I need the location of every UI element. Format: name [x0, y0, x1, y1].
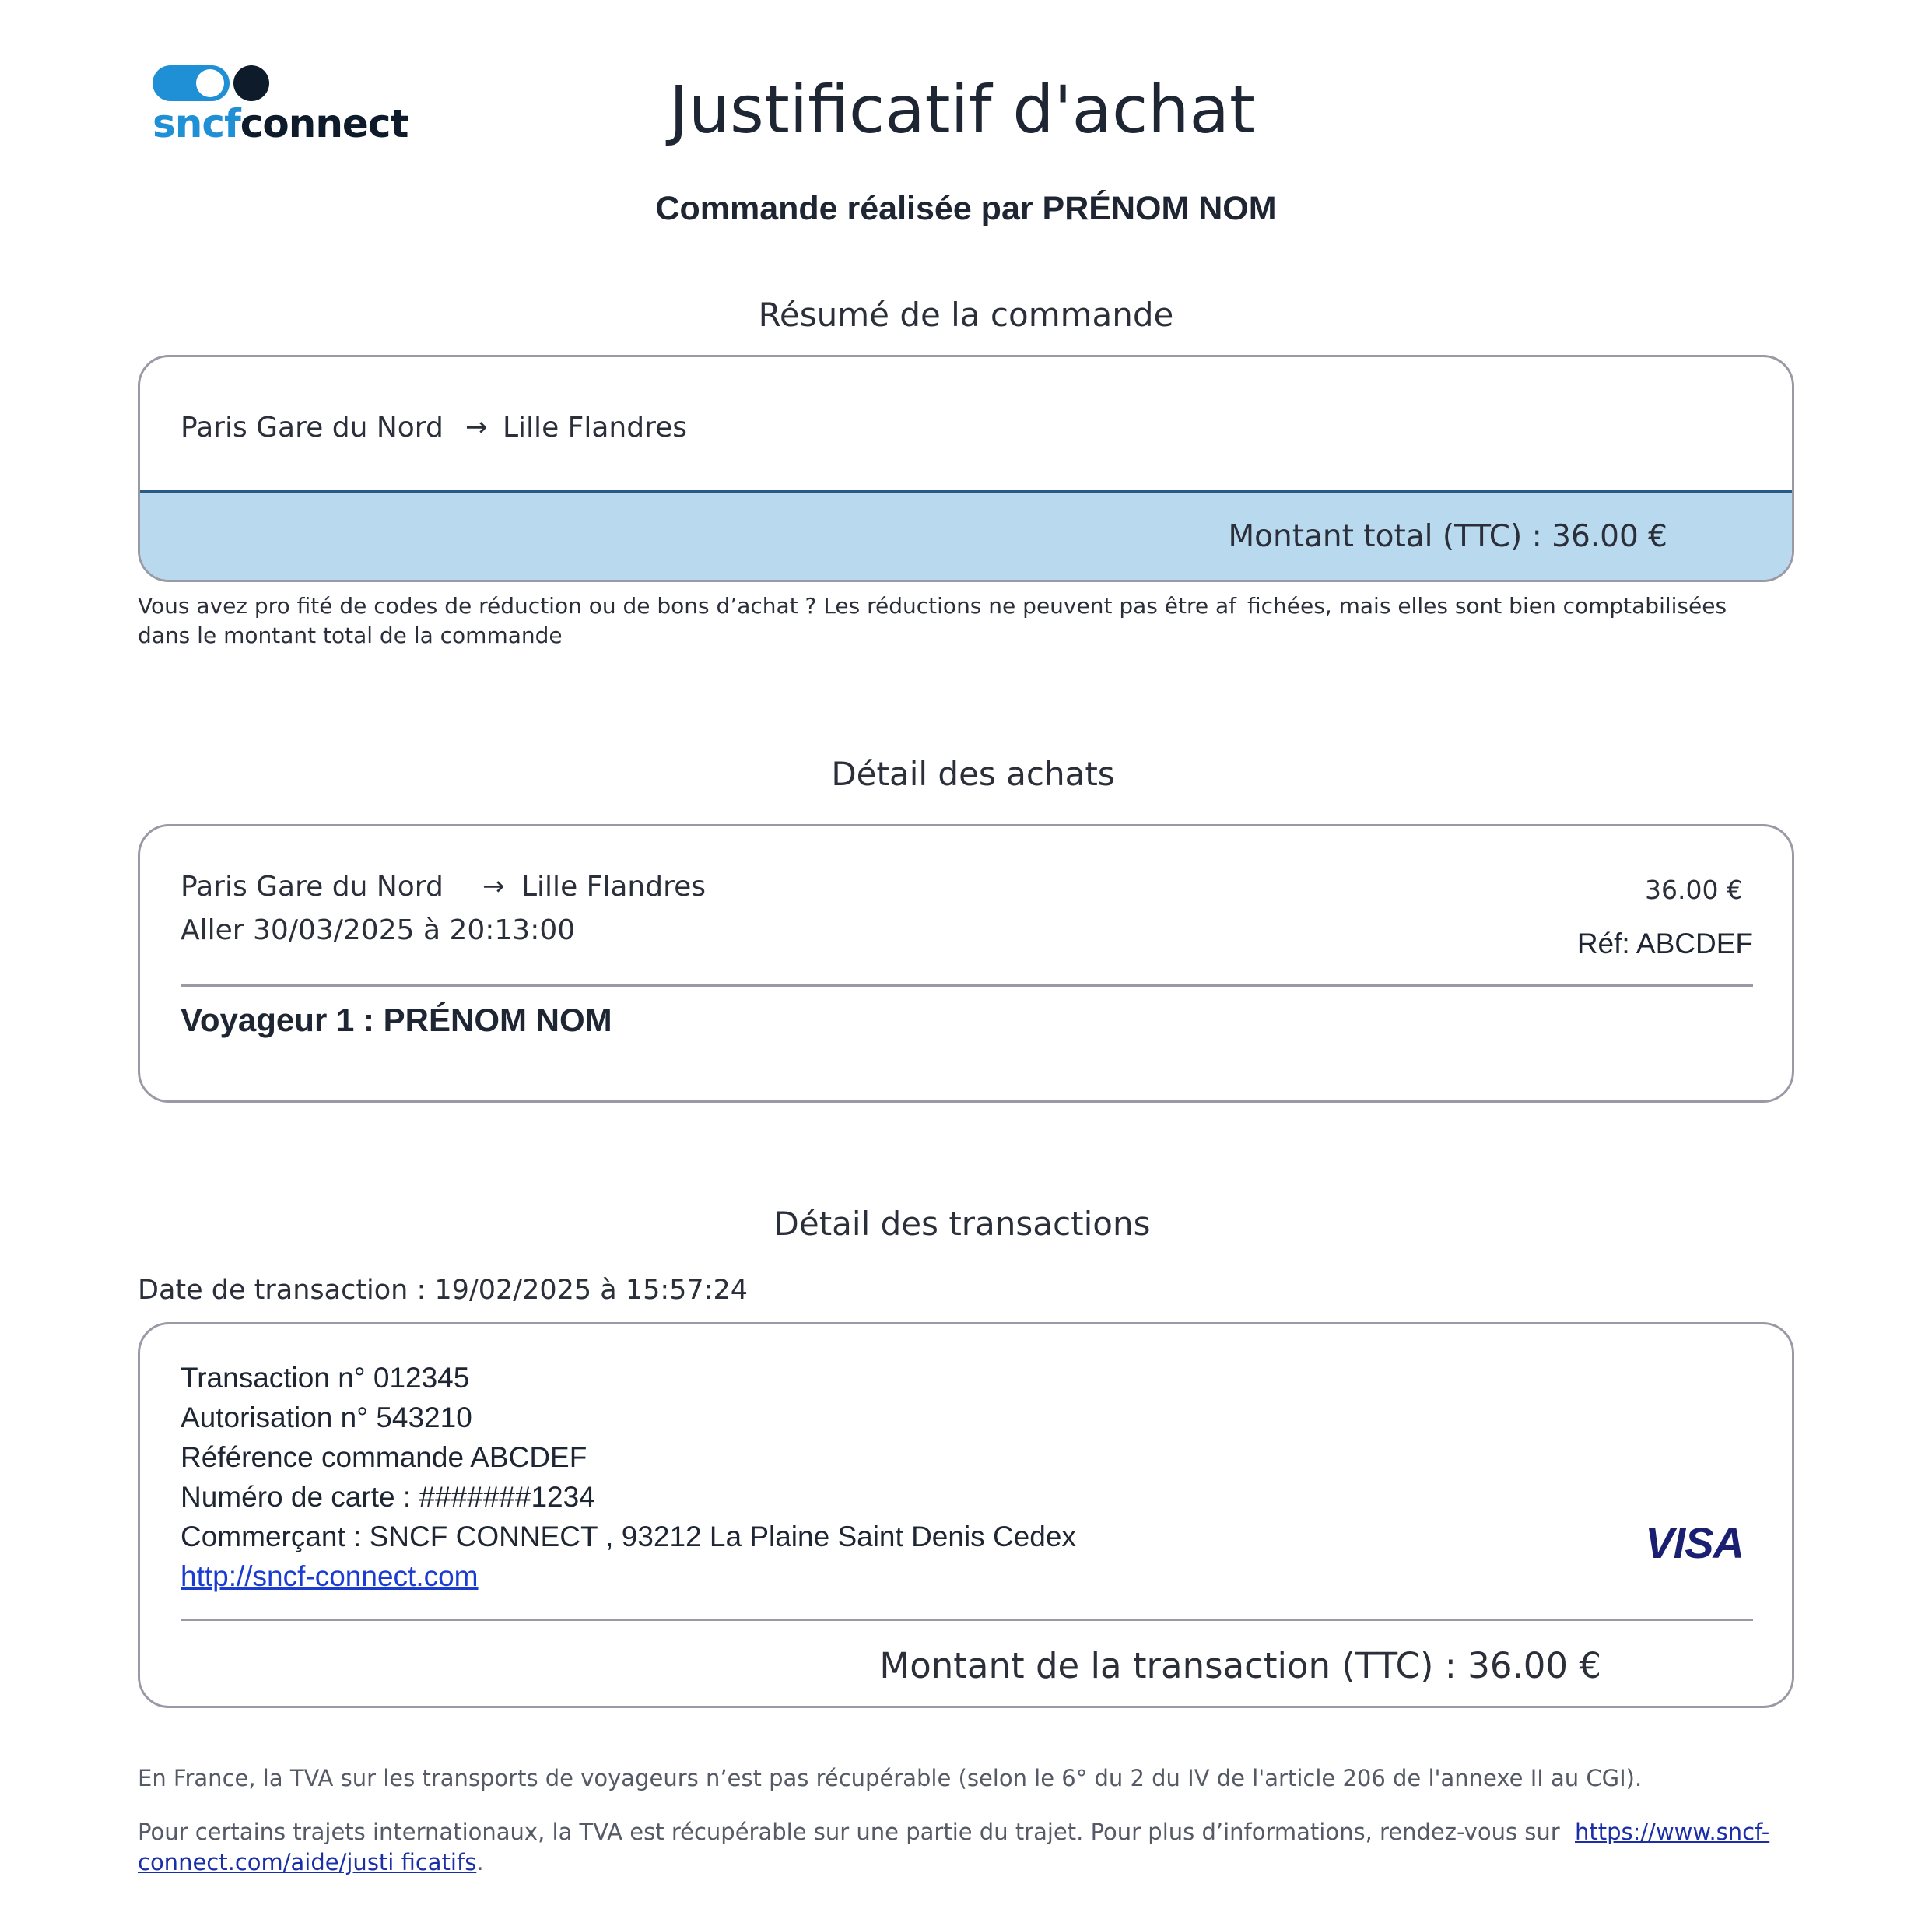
summary-total: Montant total (TTC) : 36.00 € — [1228, 519, 1667, 554]
card-number: Numéro de carte : #######1234 — [181, 1481, 595, 1513]
logo-wordmark: sncfconnect — [153, 101, 408, 146]
traveler-name: Voyageur 1 : PRÉNOM NOM — [181, 1002, 612, 1038]
order-reference: Référence commande ABCDEF — [181, 1441, 587, 1473]
divider — [181, 984, 1753, 987]
summary-origin: Paris Gare du Nord — [181, 412, 444, 444]
order-owner-subtitle: Commande réalisée par PRÉNOM NOM — [655, 190, 1277, 227]
summary-card — [138, 355, 1794, 582]
footer-period: . — [476, 1849, 484, 1875]
total-band — [140, 490, 1792, 580]
purchase-reference: Réf: ABCDEF — [1576, 928, 1753, 959]
transaction-amount: Montant de la transaction (TTC) : 36.00 € — [879, 1645, 1601, 1686]
transactions-heading: Détail des transactions — [773, 1205, 1151, 1243]
merchant-link[interactable]: http://sncf-connect.com — [181, 1560, 479, 1592]
arrow-right-icon: → — [465, 412, 488, 443]
transaction-number: Transaction n° 012345 — [181, 1362, 470, 1394]
merchant-info: Commerçant : SNCF CONNECT , 93212 La Plaine Saint Denis Cedex — [181, 1521, 1076, 1552]
visa-logo-icon: VISA — [1645, 1518, 1744, 1567]
vat-note: En France, la TVA sur les transports de voyageurs n’est pas récupérable (selon le 6° du 2 du IV de l'article 206 de l'annexe II au CGI). — [138, 1765, 1643, 1791]
international-vat-note: Pour certains trajets internationaux, la TVA est récupérable sur une partie du trajet. Pour plus d’informations, rendez-vous sur — [138, 1819, 1560, 1845]
purchase-origin: Paris Gare du Nord — [181, 871, 444, 903]
discount-note-line1b: fichées, mais elles sont bien comptabilisées — [1247, 593, 1727, 619]
purchases-heading: Détail des achats — [831, 755, 1115, 793]
summary-destination: Lille Flandres — [503, 412, 688, 444]
divider — [181, 1619, 1753, 1621]
justificatifs-link-part2[interactable]: connect.com/aide/justi ficatifs — [138, 1849, 477, 1875]
page-title: Justificatif d'achat — [669, 72, 1255, 148]
discount-note — [138, 591, 1795, 651]
summary-heading: Résumé de la commande — [758, 296, 1174, 334]
discount-note-line2: dans le montant total de la commande — [138, 623, 563, 648]
authorization-number: Autorisation n° 543210 — [181, 1402, 472, 1433]
transaction-card — [138, 1322, 1794, 1708]
transaction-date: Date de transaction : 19/02/2025 à 15:57:24 — [138, 1275, 749, 1306]
purchase-destination: Lille Flandres — [521, 871, 707, 903]
arrow-right-icon: → — [482, 871, 505, 902]
justificatifs-link-part1[interactable]: https://www.sncf- — [1575, 1819, 1770, 1845]
justificatifs-link-line2 — [138, 1849, 484, 1875]
purchases-card — [138, 824, 1794, 1103]
discount-note-line1: Vous avez pro fité de codes de réduction ou de bons d’achat ? Les réductions ne peuvent pas être af — [138, 593, 1237, 619]
purchase-price: 36.00 € — [1645, 875, 1743, 905]
purchase-departure: Aller 30/03/2025 à 20:13:00 — [181, 914, 576, 946]
